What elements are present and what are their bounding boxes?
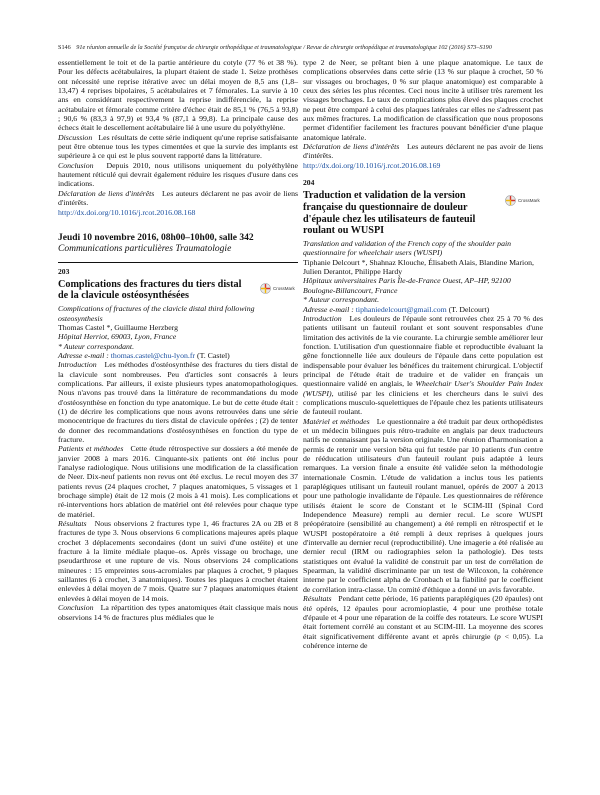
crossmark-badge[interactable]	[260, 281, 298, 297]
section-label: Résultats	[303, 594, 332, 604]
running-title: 91e réunion annuelle de la Société française de chirurgie orthopédique et traumatologique / Revue de chirurgie orthopédique et traumatologique 102 (2016) S73–S190	[76, 44, 492, 51]
article-title-english: Translation and validation of the French copy of the shoulder pain questionnaire for wheelchair users (WUSPI)	[303, 239, 512, 258]
session-title: Communications particulières Traumatologie	[58, 244, 232, 255]
article-title: Complications des fractures du tiers distal de la clavicule ostéosynthésées	[58, 278, 242, 302]
methods-text: Le questionnaire a été traduit par deux orthopédistes et un médecin bilingues puis rétro-traduite en anglais par deux traducteurs natifs ne connaissant pas la version originale. Une réunion d'harmonisation a permis de retenir une version bêta qui fut testée par 10 patients d'un centre de rééducation utilisateurs d'un fauteuil roulant puis adaptée à leurs remarques. La version finale a ensuite été validée selon la méthodologie internationale Cosmin. L'étude de validation a inclus tous les patients paraplégiques utilisant un fauteuil roulant manuel, opérés de 2007 à 2013 pour une pathologie invalidante de l'épaule. Les questionnaires de référence utilisés étaient le score de Constant et le SCIM-III (Spinal Cord Independence Measure) rempli au dernier recul. Le score WUSPI préopératoire (sensibilité au changement) a été rempli en rétrospectif et le WUSPI postopératoire a été rempli à deux reprises à quelques jours d'intervalle au dernier recul (reproductibilité). Une imagerie a été réalisée au dernier recul (IRM ou radiographies selon la pathologie). Des tests statistiques ont évalué la validité de construit par un test de corrélation de Spearman, la validité discriminante par un test de Wilcoxon, la cohérence interne par le coefficient alpha de Cronbach et la fiabilité par le coefficient de corrélation intra-classe. Un comité d'éthique a donné un avis favorable.	[303, 416, 543, 594]
article-title-row	[58, 279, 298, 302]
intro-text: Les douleurs de l'épaule sont retrouvées chez 25 à 70 % des patients utilisant un fauteuil roulant et sont souvent responsables d'une limitation des activités de la vie courante. La chirurgie semble améliorer leur fonction. L'utilisation d'un questionnaire fiable et reproductible évaluant la gêne fonctionnelle liée aux douleurs de l'épaule dans cette population est indispensable pour évaluer les bénéfices du traitement chirurgical. L'objectif principal de l'étude était de traduire et de valider en français un questionnaire validé en anglais, le	[303, 313, 543, 389]
discussion-text: Les résultats de cette série indiquent qu'une reprise satisfaisante peut être obtenue tous les types cimentées et que la survie des implants est supérieure à ce qui est le plus souvent rapporté dans la littérature.	[58, 132, 298, 161]
crossmark-icon	[505, 195, 516, 206]
right-column	[303, 58, 543, 650]
conclusion-text: Depuis 2010, nous utilisons uniquement du polyéthylène hautement réticulé qui devrait également réduire les risques d'usure dans ces indications.	[58, 160, 298, 189]
conclusion-text: La répartition des types anatomiques était classique mais nous observions 14 % de fractures plus médiales que le	[58, 603, 298, 622]
crossmark-label: CrossMark	[273, 286, 295, 292]
discussion-paragraph	[58, 133, 298, 161]
crossmark-icon	[260, 283, 271, 294]
results-text: Nous observions 2 fractures type 1, 46 fractures 2A ou 2B et 8 fractures de type 3. Nous observions 6 complications majeures après plaque crochet 3 déplacements secondaires (dont un suivi d'une ostéite) et une fracture à la limite médiale plaque–os. Après vissage ou brochage, une pseudarthrose et une rupture de vis. Nous observions 24 complications mineures : 15 empreintes sous-acromiales par plaques à crochet, 9 plaques saillantes (6 à crochet, 3 anatomiques). Toutes les plaques à crochet étaient enlevées à délai moyen de 7 mois. Quatre sur 7 plaques anatomiques étaient enlevées à délai moyen de 14 mois.	[58, 519, 298, 603]
email-line	[58, 351, 298, 360]
results-text: Pendant cette période, 16 patients paraplégiques (20 épaules) ont été opérés, 12 épaules pour acromioplastie, 4 pour une prothèse totale d'épaule et 4 pour une réparation de la coiffe des rotateurs. Le score WUSPI était fortement corrélé au constant et au SCIM-III. La moyenne des scores était significativement différente avant et après chirurgie (	[303, 594, 543, 641]
results-paragraph	[303, 594, 543, 650]
p-value-symbol: p	[496, 631, 501, 641]
article-affiliation: Hôpital Herriot, 69003, Lyon, France	[58, 332, 177, 342]
declaration-paragraph	[58, 189, 298, 208]
page-number: S146	[58, 44, 71, 51]
conclusion-paragraph	[58, 161, 298, 189]
article-affiliation: Hôpitaux universitaires Paris Île-de-France Ouest, AP–HP, 92100 Boulogne-Billancourt, France	[303, 276, 511, 295]
email-label: Adresse e-mail :	[303, 304, 354, 314]
running-header	[58, 44, 558, 51]
section-label: Introduction	[58, 360, 97, 370]
section-label: Introduction	[303, 313, 342, 323]
doi-link[interactable]: http://dx.doi.org/10.1016/j.rcot.2016.08.168	[58, 207, 196, 217]
results-paragraph	[58, 519, 298, 603]
methods-text: Cette étude rétrospective sur dossiers a été menée de janvier 2008 à mars 2016. Cinquante-six patients ont été inclus pour l'analyse radiologique. Nous utilisions une modification de la classification de Neer. Dix-neuf patients non revus ont été exclus. Le recul moyen des 37 patients revus (24 plaques crochet, 7 plaques anatomiques, 5 vissages et 1 brochage simple) était de 12 mois (2 mois à 41 mois). Les complications et ré-interventions hors ablation de matériel ont été relevées pour chaque type de matériel.	[58, 444, 298, 519]
email-link[interactable]: tiphaniedelcourt@gmail.com	[355, 304, 447, 314]
corresponding-note: * Auteur correspondant.	[58, 341, 135, 351]
article-authors: Thomas Castel *, Guillaume Herzberg	[58, 322, 179, 332]
section-label: Patients et méthodes	[58, 444, 124, 454]
section-label: Conclusion	[58, 160, 94, 170]
crossmark-badge[interactable]	[505, 192, 543, 208]
divider	[58, 262, 298, 263]
continuation-text: essentiellement le toit et de la partie antérieure du cotyle (77 % et 38 %). Pour les défects acétabulaires, la plupart étaient de stade 1. Seize prothèses ont nécessité une reprise itérative avec un délai moyen de 8,5 ans (1,8–13,47) 4 reprises bipolaires, 5 acétabulaires et 7 fémorales. La survie à 10 ans en considérant respectivement la reprise indifférenciée, la reprise acétabulaire et fémorale comme critère d'échec était de 85,1 % (76,5 à 93,8) ; 90,6 % (83,3 à 97,9) et 93,4 % (87,1 à 99,8). La principale cause des échecs était le descellement acétabulaire lié à une usure du polyéthylène.	[58, 58, 298, 133]
article-number: 203	[58, 266, 70, 276]
email-owner: (T. Castel)	[196, 350, 230, 360]
methods-paragraph	[58, 444, 298, 519]
section-label: Résultats	[58, 519, 87, 529]
session-date: Jeudi 10 novembre 2016, 08h00–10h00, salle 342	[58, 232, 254, 243]
intro-paragraph	[58, 360, 298, 444]
email-line	[303, 305, 543, 314]
declaration-text: Les auteurs déclarent ne pas avoir de liens d'intérêts.	[303, 142, 543, 161]
corresponding-note: * Auteur correspondant.	[303, 295, 380, 305]
article-title: Traduction et validation de la version française du questionnaire de douleur d'épaule chez les utilisateurs de fauteuil roulant ou WUSPI	[303, 190, 476, 237]
results-text-cont: < 0,05). La cohérence interne de	[303, 631, 543, 650]
section-label: Déclaration de liens d'intérêts	[58, 188, 155, 198]
conclusion-paragraph	[58, 603, 298, 622]
email-link[interactable]: thomas.castel@chu-lyon.fr	[110, 350, 196, 360]
continuation-text: type 2 de Neer, se prêtant bien à une plaque anatomique. Le taux de complications observées dans cette série (13 % sur plaque à crochet, 50 % sur vissages ou brochages, 0 % sur plaque anatomique) est comparable à ceux des séries les plus récentes. Ceci nous incite à utiliser très rarement les vissages brochages. Le taux de complications plus élevé des plaques crochet ne peut être comparé à celui des plaques latérales car elles ne s'adressent pas aux mêmes fractures. La modification de classification que nous proposons permet d'identifier facilement les fractures pouvant bénéficier d'une plaque anatomique latérale.	[303, 58, 543, 142]
declaration-text: Les auteurs déclarent ne pas avoir de liens d'intérêts.	[58, 188, 298, 208]
spacer	[303, 170, 543, 176]
email-label: Adresse e-mail :	[58, 350, 109, 360]
intro-paragraph	[303, 314, 543, 417]
section-label: Discussion	[58, 132, 93, 142]
intro-text-cont: , utilisé par les cliniciens et les chercheurs dans le suivi des complications musculo-squelettiques de l'épaule chez les patients utilisateurs de fauteuil roulant.	[303, 388, 543, 417]
section-label: Matériel et méthodes	[303, 416, 370, 426]
declaration-paragraph	[303, 142, 543, 161]
methods-paragraph	[303, 417, 543, 595]
article-title-row	[303, 190, 543, 237]
crossmark-label: CrossMark	[518, 197, 540, 203]
doi-link[interactable]: http://dx.doi.org/10.1016/j.rcot.2016.08.169	[303, 160, 441, 170]
article-number: 204	[303, 178, 315, 188]
left-column	[58, 58, 298, 622]
section-label: Déclaration de liens d'intérêts	[303, 142, 400, 152]
questionnaire-name: Wheelchair User's Shoulder Pain Index (WUSPI)	[303, 379, 543, 398]
session-heading	[58, 233, 298, 256]
intro-text: Les méthodes d'ostéosynthèse des fractures du tiers distal de la clavicule sont nombreuses. Peu d'articles sont consacrés à leurs complications. Par ailleurs, il existe plusieurs types anatomopathologiques. Nous n'avons pas trouvé dans la littérature de recommandations du mode d'ostéosynthèse en fonction du type anatomique. Le but de cette étude était : (1) de décrire les complications que nous avons retrouvées dans une série monocentrique de fractures du tiers distal de clavicule opérées ; (2) de tenter de donner des recommandations d'ostéosynthèses en fonction du type de fracture.	[58, 360, 298, 444]
section-label: Conclusion	[58, 603, 94, 613]
article-authors: Tiphanie Delcourt *, Shahnaz Klouche, Élisabeth Alais, Blandine Marion, Julien Derantot, Philippe Hardy	[303, 257, 534, 277]
article-title-english: Complications of fractures of the clavicle distal third following osteosynthesis	[58, 304, 255, 323]
email-owner: (T. Delcourt)	[448, 304, 490, 314]
